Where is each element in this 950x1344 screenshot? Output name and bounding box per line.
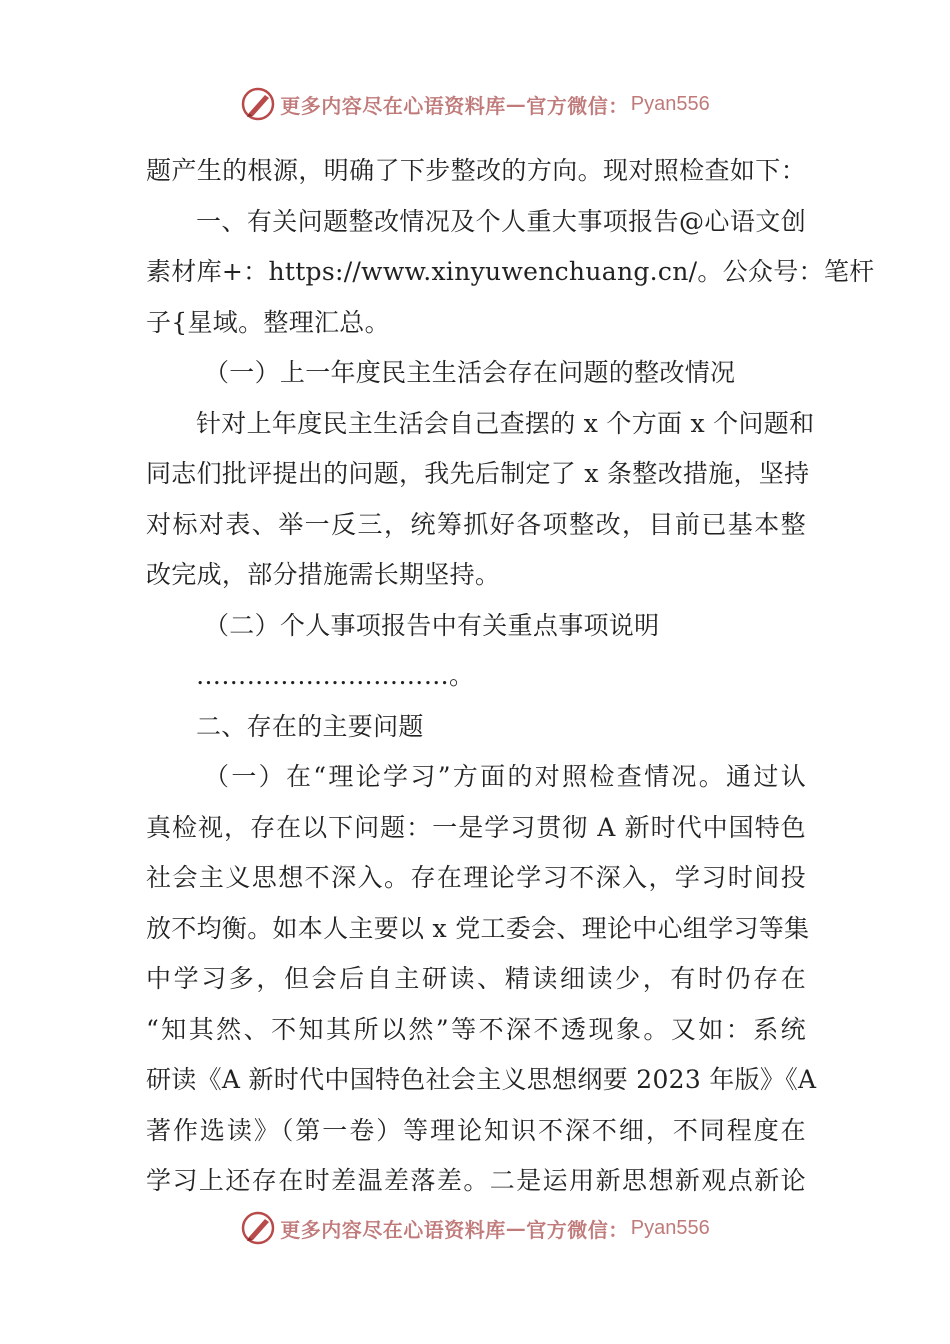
body-line: 对标对表、举一反三，统筹抓好各项整改，目前已基本整 xyxy=(146,509,806,539)
body-line: 子{星域。整理汇总。 xyxy=(146,307,390,337)
watermark-wechat-id: Pyan556 xyxy=(630,92,710,115)
document-body xyxy=(146,146,875,1207)
watermark-banner-top xyxy=(0,84,950,124)
body-line: （一）在“理论学习”方面的对照检查情况。通过认 xyxy=(204,762,806,791)
body-line: （二）个人事项报告中有关重点事项说明 xyxy=(204,610,660,640)
body-line: 著作选读》（第一卷）等理论知识不深不细，不同程度在 xyxy=(146,1115,806,1145)
watermark-text: 更多内容尽在心语资料库 xyxy=(280,93,506,118)
body-line: 题产生的根源，明确了下步整改的方向。现对照检查如下： xyxy=(146,156,806,185)
body-line: 针对上年度民主生活会自己查摆的 x 个方面 x 个问题和 xyxy=(196,408,815,438)
body-line: 二、存在的主要问题 xyxy=(196,711,424,741)
pen-logo-icon xyxy=(240,86,276,122)
body-line: 改完成，部分措施需长期坚持。 xyxy=(146,560,501,589)
body-line: …………………………。 xyxy=(196,661,475,690)
body-line: “知其然、不知其所以然”等不深不透现象。又如：系统 xyxy=(146,1014,806,1044)
body-line: 同志们批评提出的问题，我先后制定了 x 条整改措施，坚持 xyxy=(146,459,810,488)
watermark-label: 官方微信： xyxy=(526,93,629,118)
body-line: 社会主义思想不深入。存在理论学习不深入，学习时间投 xyxy=(146,863,806,892)
watermark-text: 更多内容尽在心语资料库 xyxy=(280,1217,506,1242)
watermark-separator: — xyxy=(505,1216,527,1240)
body-line: 放不均衡。如本人主要以 x 党工委会、理论中心组学习等集 xyxy=(146,913,810,943)
body-line: 中学习多，但会后自主研读、精读细读少，有时仍存在 xyxy=(146,964,806,993)
body-line: 真检视，存在以下问题：一是学习贯彻 A 新时代中国特色 xyxy=(146,812,806,842)
body-line: （一）上一年度民主生活会存在问题的整改情况 xyxy=(204,358,736,387)
watermark-wechat-id: Pyan556 xyxy=(630,1216,710,1239)
watermark-label: 官方微信： xyxy=(526,1217,629,1242)
body-line: 一、有关问题整改情况及个人重大事项报告@心语文创 xyxy=(196,206,806,236)
body-line: 研读《A 新时代中国特色社会主义思想纲要 2023 年版》《A xyxy=(146,1065,817,1094)
body-line: 学习上还存在时差温差落差。二是运用新思想新观点新论 xyxy=(146,1166,806,1195)
body-line: 素材库+：https://www.xinyuwenchuang.cn/。公众号：笔杆 xyxy=(146,257,875,286)
watermark-separator: — xyxy=(505,92,527,116)
watermark-banner-bottom xyxy=(0,1208,950,1248)
pen-logo-icon xyxy=(240,1210,276,1246)
